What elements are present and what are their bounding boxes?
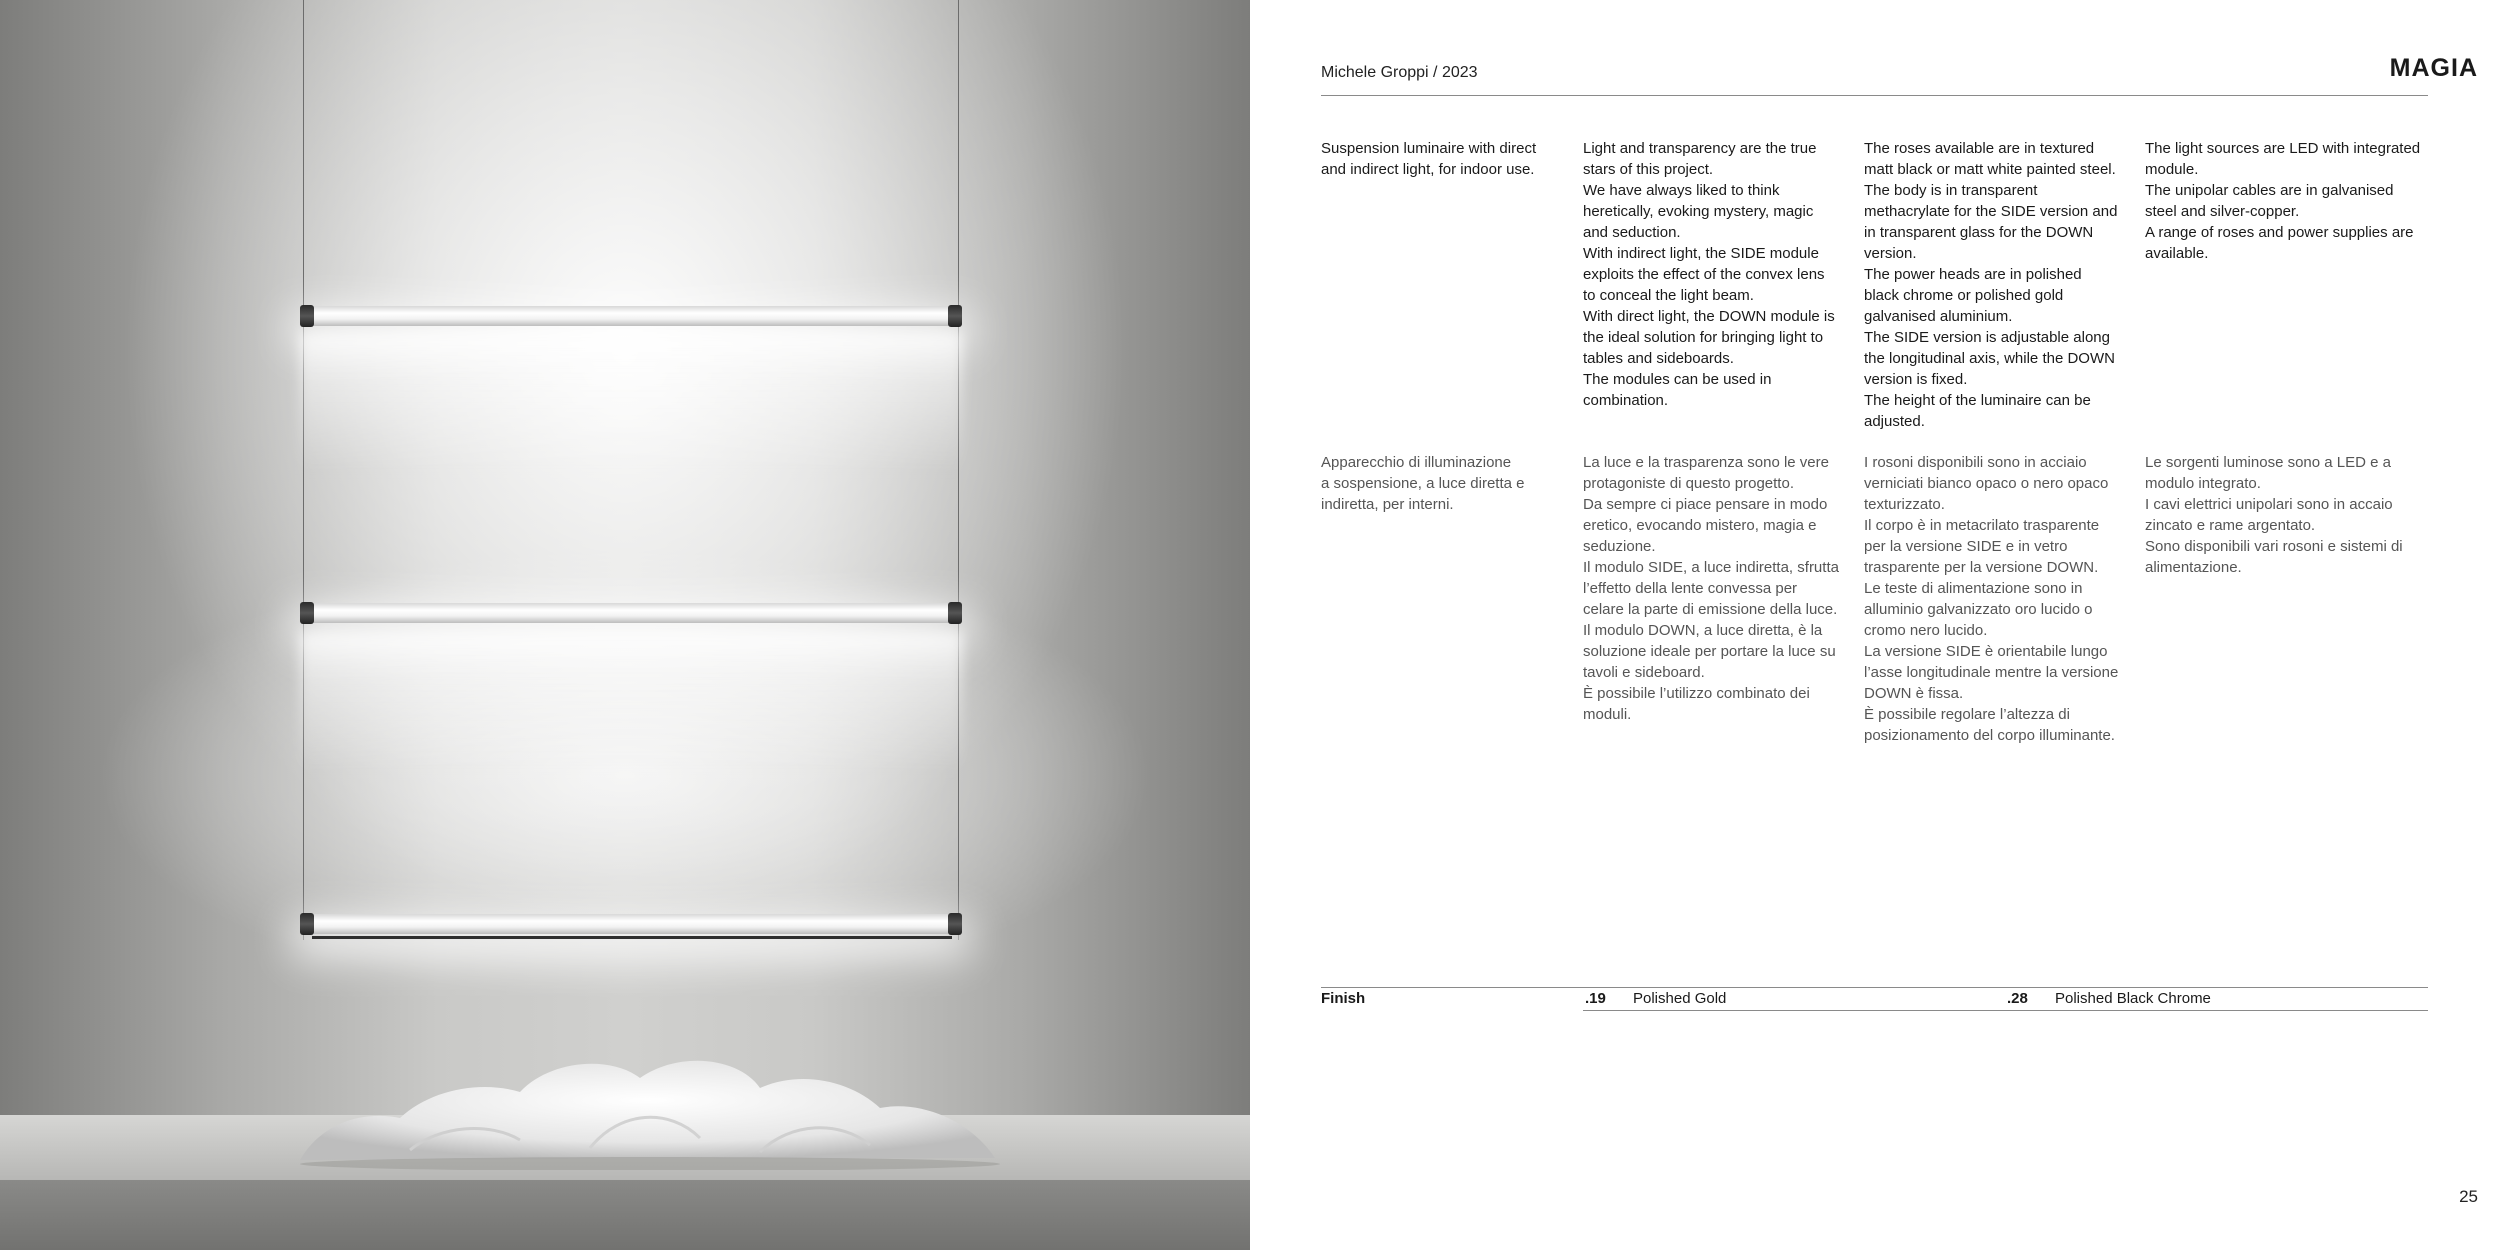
- description-it-column-4: Le sorgenti luminose sono a LED e a modulo integrato. I cavi elettrici unipolari sono in accaio zincato e rame argentato. Sono disponibili vari rosoni e sistemi di alimentazione.: [2145, 454, 2403, 576]
- page-number: 25: [2459, 1187, 2478, 1206]
- author-year: Michele Groppi / 2023: [1321, 64, 1478, 81]
- description-it-column-1: Apparecchio di illuminazione a sospensione, a luce diretta e indiretta, per interni.: [1321, 454, 1525, 513]
- power-head-icon: [300, 913, 314, 935]
- description-it-column-3: I rosoni disponibili sono in acciaio verniciati bianco opaco o nero opaco texturizzato. Il corpo è in metacrilato trasparente per la versione SIDE e in vetro trasparente per la versione DOWN. Le teste di alimentazione sono in alluminio galvanizzato oro lucido o cromo nero lucido. La versione SIDE è orientabile lungo l’asse longitudinale mentre la versione DOWN è fissa. È possibile regolare l’altezza di posizionamento del corpo illuminante.: [1864, 454, 2119, 744]
- finish-top-divider: [1321, 987, 2428, 988]
- floor-edge: [0, 1180, 1250, 1250]
- power-head-icon: [948, 913, 962, 935]
- power-head-icon: [948, 305, 962, 327]
- light-glow: [300, 332, 962, 472]
- header-divider: [1321, 95, 2428, 96]
- text-page: [1250, 0, 2500, 1250]
- finish-name: Polished Black Chrome: [2055, 990, 2211, 1007]
- finish-code: .28: [2007, 990, 2028, 1007]
- finish-bottom-divider: [1583, 1010, 2428, 1011]
- description-it-column-2: La luce e la trasparenza sono le vere protagoniste di questo progetto. Da sempre ci piace pensare in modo eretico, evocando mistero, magia e seduzione. Il modulo SIDE, a luce indiretta, sfrutta l’effetto della lente convessa per celare la parte di emissione della luce. Il modulo DOWN, a luce diretta, è la soluzione ideale per portare la luce su tavoli e sideboard. È possibile l’utilizzo combinato dei moduli.: [1583, 454, 1839, 723]
- product-title: MAGIA: [2389, 54, 2478, 82]
- power-head-icon: [948, 602, 962, 624]
- plastic-sculpture: [290, 1030, 1010, 1170]
- finish-label: Finish: [1321, 990, 1366, 1007]
- down-module-strip: [312, 936, 952, 939]
- description-en-column-3: The roses available are in textured matt black or matt white painted steel. The body is in transparent methacrylate for the SIDE version and in transparent glass for the DOWN version. The power heads are in polished black chrome or polished gold galvanised aluminium. The SIDE version is adjustable along the longitudinal axis, while the DOWN version is fixed. The height of the luminaire can be adjusted.: [1864, 140, 2118, 430]
- luminaire-tube-top: [300, 306, 962, 326]
- luminaire-tube-middle: [300, 603, 962, 623]
- finish-code: .19: [1585, 990, 1606, 1007]
- luminaire-tube-bottom: [300, 914, 962, 934]
- finish-name: Polished Gold: [1633, 990, 1727, 1007]
- description-en-column-4: The light sources are LED with integrated module. The unipolar cables are in galvanised steel and silver-copper. A range of roses and power supplies are available.: [2145, 140, 2421, 262]
- power-head-icon: [300, 602, 314, 624]
- power-head-icon: [300, 305, 314, 327]
- description-en-column-1: Suspension luminaire with direct and indirect light, for indoor use.: [1321, 140, 1537, 178]
- description-en-column-2: Light and transparency are the true stars of this project. We have always liked to think heretically, evoking mystery, magic and seduction. With indirect light, the SIDE module exploits the effect of the convex lens to conceal the light beam. With direct light, the DOWN module is the ideal solution for bringing light to tables and sideboards. The modules can be used in combination.: [1583, 140, 1835, 409]
- light-glow: [300, 632, 962, 772]
